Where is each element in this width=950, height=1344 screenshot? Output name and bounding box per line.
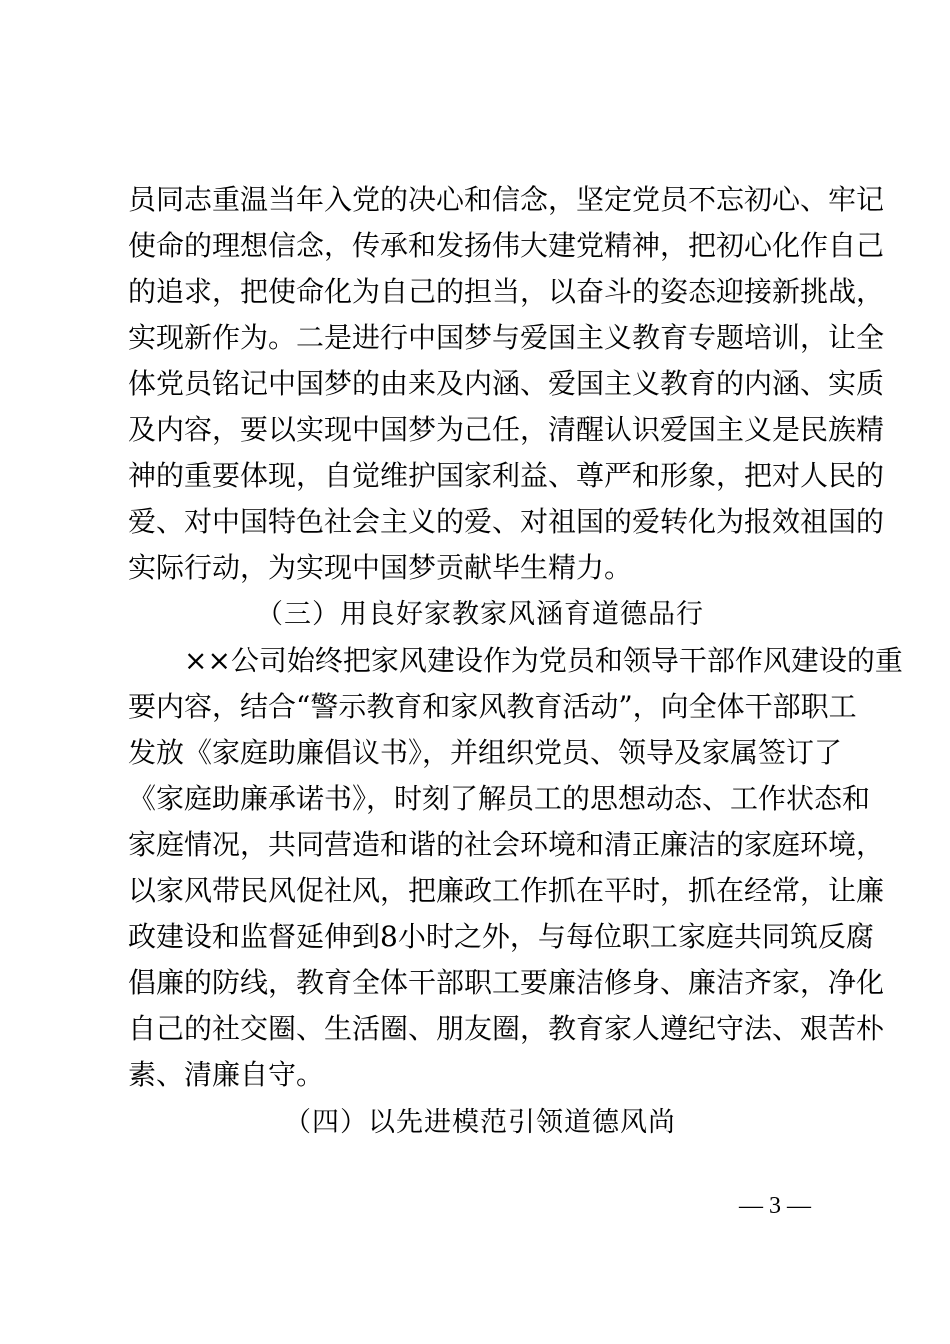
paragraph-line: 神的重要体现，自觉维护国家利益、尊严和形象，把对人民的 [128, 459, 885, 492]
page-number: — 3 — [739, 1193, 811, 1219]
paragraph-line: 使命的理想信念，传承和发扬伟大建党精神，把初心化作自己 [128, 229, 885, 262]
paragraph-line: ××公司始终把家风建设作为党员和领导干部作风建设的重 [184, 644, 903, 677]
paragraph-line: 爱、对中国特色社会主义的爱、对祖国的爱转化为报效祖国的 [128, 505, 885, 538]
paragraph-line: 要内容，结合“警示教育和家风教育活动”，向全体干部职工 [128, 690, 857, 723]
paragraph-line: 素、清廉自守。 [128, 1058, 325, 1091]
section-heading: （三）用良好家教家风涵育道德品行 [256, 599, 704, 630]
paragraph-line: 实际行动，为实现中国梦贡献毕生精力。 [128, 551, 633, 584]
paragraph-line: 实现新作为。二是进行中国梦与爱国主义教育专题培训，让全 [128, 321, 885, 354]
section-heading: （四）以先进模范引领道德风尚 [284, 1107, 676, 1138]
paragraph-line: 发放《家庭助廉倡议书》，并组织党员、领导及家属签订了 [128, 736, 843, 769]
paragraph-line: 自己的社交圈、生活圈、朋友圈，教育家人遵纪守法、艰苦朴 [128, 1012, 885, 1045]
paragraph-line: 的追求，把使命化为自己的担当，以奋斗的姿态迎接新挑战， [128, 275, 885, 308]
paragraph-line: 《家庭助廉承诺书》，时刻了解员工的思想动态、工作状态和 [128, 782, 871, 815]
paragraph-line: 家庭情况，共同营造和谐的社会环境和清正廉洁的家庭环境， [128, 828, 885, 861]
paragraph-line: 倡廉的防线，教育全体干部职工要廉洁修身、廉洁齐家，净化 [128, 966, 885, 999]
paragraph-line: 及内容，要以实现中国梦为己任，清醒认识爱国主义是民族精 [128, 413, 885, 446]
paragraph-line: 以家风带民风促社风，把廉政工作抓在平时，抓在经常，让廉 [128, 874, 885, 907]
paragraph-line: 体党员铭记中国梦的由来及内涵、爱国主义教育的内涵、实质 [128, 367, 885, 400]
paragraph-line: 政建设和监督延伸到8小时之外，与每位职工家庭共同筑反腐 [128, 920, 874, 953]
paragraph-line: 员同志重温当年入党的决心和信念，坚定党员不忘初心、牢记 [128, 183, 885, 216]
